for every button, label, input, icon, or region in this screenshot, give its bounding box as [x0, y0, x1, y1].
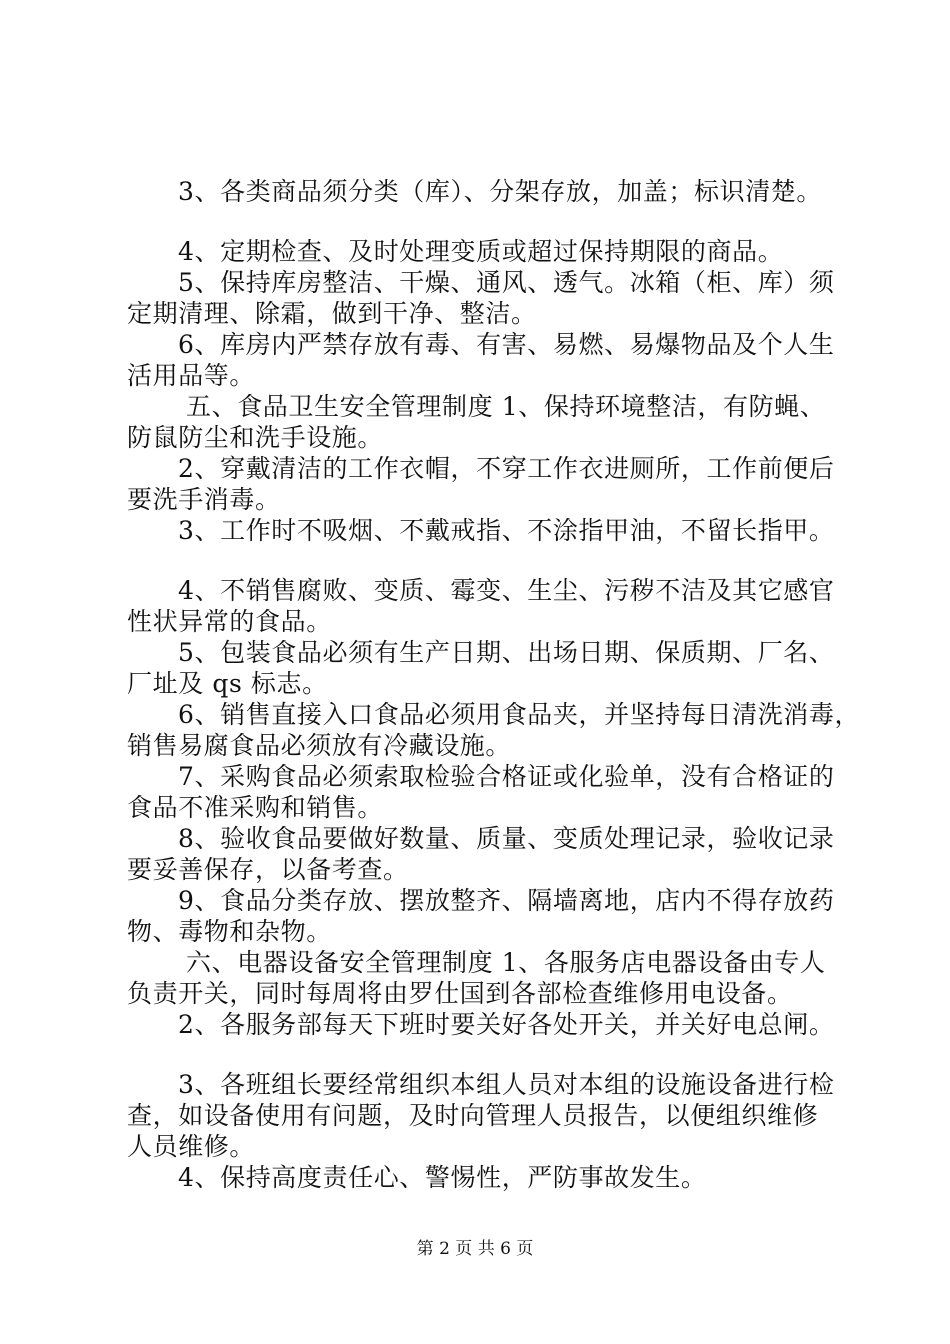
- paragraph-line: 防鼠防尘和洗手设施。: [127, 423, 384, 452]
- section-heading-line: 六、电器设备安全管理制度 1、各服务店电器设备由专人: [186, 948, 826, 977]
- paragraph-line: 要洗手消毒。: [127, 485, 281, 514]
- section-heading-line: 五、食品卫生安全管理制度 1、保持环境整洁，有防蝇、: [186, 392, 826, 421]
- paragraph-line: 食品不准采购和销售。: [127, 793, 384, 822]
- paragraph-line: 查，如设备使用有问题，及时向管理人员报告，以便组织维修: [127, 1101, 819, 1130]
- paragraph-line: 3、工作时不吸烟、不戴戒指、不涂指甲油，不留长指甲。: [178, 516, 835, 545]
- paragraph-line: 4、不销售腐败、变质、霉变、生尘、污秽不洁及其它感官: [178, 576, 835, 605]
- paragraph-line: 活用品等。: [127, 361, 256, 390]
- paragraph-line: 人员维修。: [127, 1132, 256, 1161]
- paragraph-line: 5、保持库房整洁、干燥、通风、透气。冰箱（柜、库）须: [178, 268, 835, 297]
- paragraph-line: 8、验收食品要做好数量、质量、变质处理记录，验收记录: [178, 824, 835, 853]
- paragraph-line: 负责开关，同时每周将由罗仕国到各部检查维修用电设备。: [127, 979, 793, 1008]
- paragraph-line: 2、各服务部每天下班时要关好各处开关，并关好电总闸。: [178, 1010, 835, 1039]
- paragraph-line: 7、采购食品必须索取检验合格证或化验单，没有合格证的: [178, 762, 835, 791]
- page-footer: 第 2 页 共 6 页: [416, 1239, 534, 1259]
- paragraph-line: 5、包装食品必须有生产日期、出场日期、保质期、厂名、: [178, 638, 835, 667]
- paragraph-line: 要妥善保存，以备考查。: [127, 855, 409, 884]
- paragraph-line: 性状异常的食品。: [127, 607, 332, 636]
- paragraph-line: 物、毒物和杂物。: [127, 917, 332, 946]
- paragraph-line: 3、各类商品须分类（库）、分架存放，加盖；标识清楚。: [178, 177, 823, 206]
- paragraph-line: 厂址及 qs 标志。: [127, 669, 328, 698]
- paragraph-line: 3、各班组长要经常组织本组人员对本组的设施设备进行检: [178, 1070, 835, 1099]
- paragraph-line: 4、保持高度责任心、警惕性，严防事故发生。: [178, 1163, 707, 1192]
- paragraph-line: 6、库房内严禁存放有毒、有害、易燃、易爆物品及个人生: [178, 330, 835, 359]
- paragraph-line: 销售易腐食品必须放有冷藏设施。: [127, 731, 512, 760]
- paragraph-line: 定期清理、除霜，做到干净、整洁。: [127, 299, 537, 328]
- paragraph-line: 9、食品分类存放、摆放整齐、隔墙离地，店内不得存放药: [178, 886, 835, 915]
- paragraph-line: 6、销售直接入口食品必须用食品夹，并坚持每日清洗消毒，: [178, 700, 861, 729]
- paragraph-line: 2、穿戴清洁的工作衣帽，不穿工作衣进厕所，工作前便后: [178, 454, 835, 483]
- paragraph-line: 4、定期检查、及时处理变质或超过保持期限的商品。: [178, 237, 784, 266]
